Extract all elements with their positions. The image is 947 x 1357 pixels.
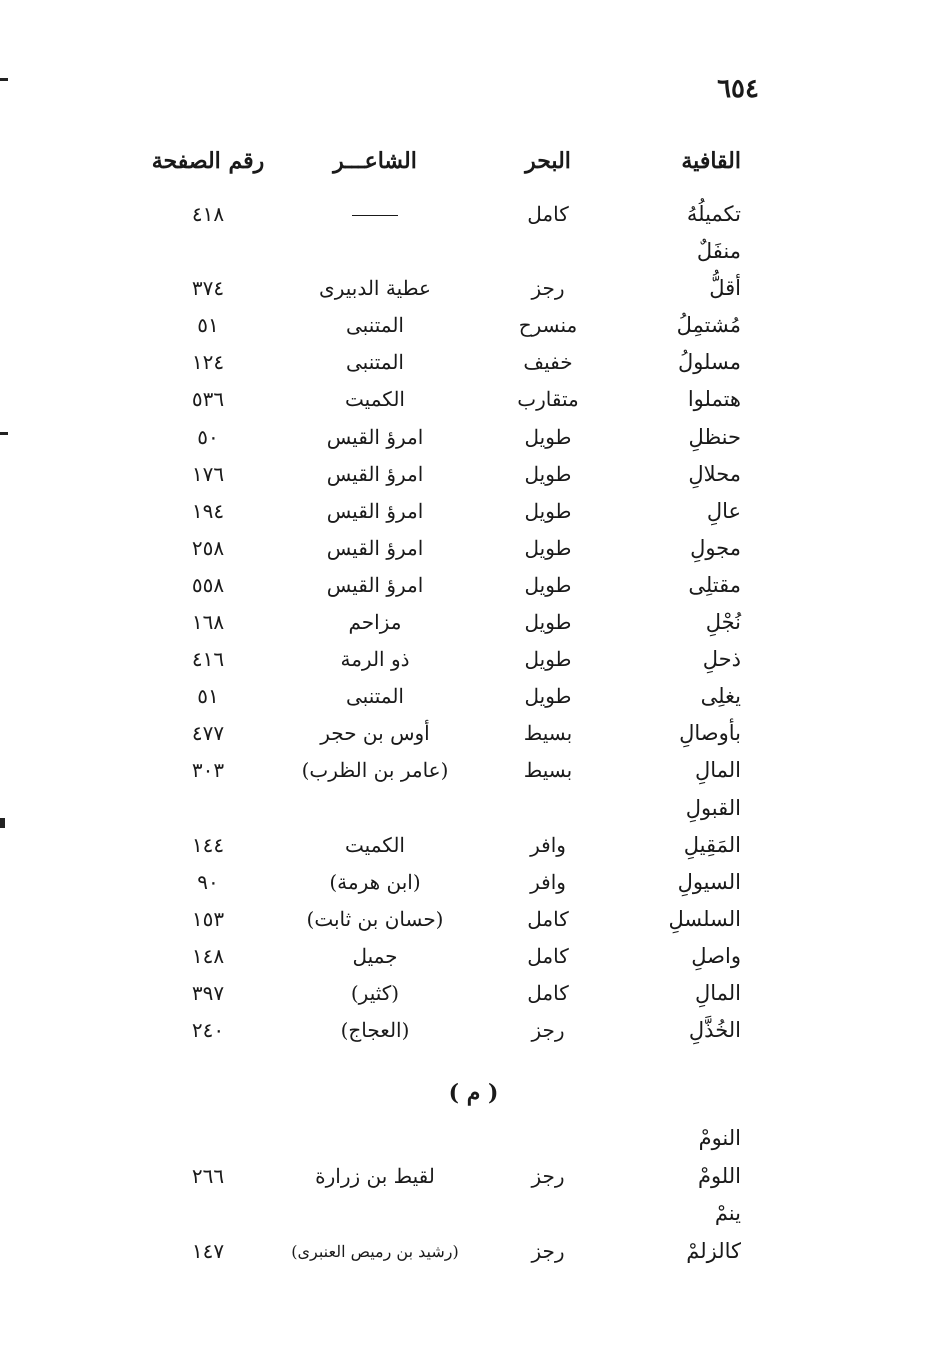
page-cell: ١٢٤ — [191, 350, 225, 375]
poet-cell: المتنبى — [346, 350, 404, 375]
table-row — [0, 604, 947, 641]
table-row — [0, 381, 947, 418]
margin-mark — [0, 78, 8, 81]
meter-cell: متقارب — [517, 387, 579, 412]
meter-cell: رجز — [531, 1018, 565, 1043]
poet-cell: (كثير) — [350, 980, 400, 1005]
rhyme-cell: ذحلِ — [702, 647, 741, 672]
meter-cell: طويل — [524, 424, 572, 449]
rhyme-cell: اللومْ — [697, 1163, 741, 1188]
meter-cell: بسيط — [523, 758, 573, 783]
poet-cell: الكميت — [345, 387, 405, 412]
meter-cell: بسيط — [523, 721, 573, 746]
rhyme-cell: هتملوا — [687, 387, 741, 412]
page-cell: ٥٣٦ — [191, 387, 225, 412]
rhyme-table — [0, 196, 947, 1049]
table-row — [0, 233, 947, 270]
page-cell: ٣٩٧ — [191, 980, 225, 1005]
rhyme-cell: منفَلٌ — [696, 239, 741, 264]
table-row — [0, 530, 947, 567]
table-row — [0, 196, 947, 233]
rhyme-cell: القبولِ — [685, 795, 741, 820]
poet-cell: لقيط بن زرارة — [315, 1163, 435, 1188]
meter-cell: منسرح — [518, 313, 578, 338]
page-cell: ٩٠ — [197, 869, 219, 894]
page-cell: ١٤٨ — [191, 943, 225, 968]
page-cell: ١٦٨ — [191, 610, 225, 635]
rhyme-cell: محلالِ — [688, 461, 741, 486]
poet-cell: المتنبى — [346, 684, 404, 709]
meter-cell: كامل — [527, 202, 569, 226]
meter-cell: وافر — [530, 869, 566, 894]
table-row — [0, 678, 947, 715]
header-page: رقم الصفحة — [151, 148, 265, 174]
rhyme-cell: مقتلِى — [688, 572, 741, 597]
poet-cell: امرؤ القيس — [326, 424, 424, 449]
meter-cell: كامل — [527, 980, 569, 1005]
table-row — [0, 567, 947, 604]
page-cell: ٥٠ — [197, 424, 219, 449]
rhyme-cell: يغلِى — [700, 684, 741, 709]
meter-cell: طويل — [524, 572, 572, 597]
rhyme-cell: المالِ — [694, 758, 741, 783]
page-cell: ٤١٦ — [191, 647, 225, 672]
poet-cell: عطية الدبيرى — [319, 276, 431, 301]
rhyme-cell: مُشتمِلُ — [676, 313, 741, 338]
page-cell: ٢٤٠ — [191, 1018, 225, 1043]
page-cell: ١٧٦ — [191, 461, 225, 486]
rhyme-cell: السيولِ — [677, 869, 741, 894]
page-cell: ٤١٨ — [191, 202, 225, 226]
table-row — [0, 419, 947, 456]
meter-cell: طويل — [524, 610, 572, 635]
poet-cell: امرؤ القيس — [326, 461, 424, 486]
table-row — [0, 1120, 947, 1158]
table-row — [0, 827, 947, 864]
table-row — [0, 270, 947, 307]
table-row — [0, 1012, 947, 1049]
rhyme-cell: كالزلمْ — [686, 1238, 741, 1263]
rhyme-cell: المَقِيلِ — [683, 832, 741, 857]
table-header — [0, 148, 947, 188]
table-row — [0, 307, 947, 344]
poet-cell: (العجاج) — [340, 1018, 410, 1043]
header-poet: الشاعـــر — [333, 148, 417, 174]
poet-dash — [290, 196, 460, 233]
page-cell: ٣٧٤ — [191, 276, 225, 301]
page-cell: ١٤٤ — [191, 832, 225, 857]
poet-cell: (عامر بن الظرب) — [301, 758, 449, 783]
table-row — [0, 1233, 947, 1271]
page-cell: ٢٥٨ — [191, 535, 225, 560]
table-row — [0, 456, 947, 493]
rhyme-cell: المالِ — [694, 980, 741, 1005]
page-number: ٦٥٤ — [717, 74, 759, 104]
table-row — [0, 1158, 947, 1196]
poet-cell: (رشيد بن رميص العنبرى) — [291, 1241, 459, 1261]
poet-cell: امرؤ القيس — [326, 498, 424, 523]
page-cell: ٤٧٧ — [191, 721, 225, 746]
poet-cell: الكميت — [345, 832, 405, 857]
meter-cell: طويل — [524, 461, 572, 486]
page-cell: ١٤٧ — [191, 1238, 225, 1263]
page-cell: ١٥٣ — [191, 906, 225, 931]
rhyme-cell: النومْ — [698, 1126, 741, 1150]
table-row — [0, 790, 947, 827]
poet-cell: جميل — [352, 943, 398, 968]
poet-cell: ذو الرمة — [340, 647, 410, 672]
poet-cell: المتنبى — [346, 313, 404, 338]
page-cell: ١٩٤ — [191, 498, 225, 523]
table-row — [0, 641, 947, 678]
table-row — [0, 752, 947, 789]
rhyme-cell: بأوصالِ — [679, 721, 741, 746]
rhyme-cell: نُجْلِ — [705, 610, 741, 635]
meter-cell: طويل — [524, 684, 572, 709]
header-meter: البحر — [525, 148, 571, 174]
table-row — [0, 344, 947, 381]
meter-cell: رجز — [531, 1238, 565, 1263]
rhyme-cell: مسلولُ — [677, 350, 741, 375]
page-cell: ٥٥٨ — [191, 572, 225, 597]
meter-cell: كامل — [527, 943, 569, 968]
page-cell: ٥١ — [197, 684, 219, 709]
poet-cell: امرؤ القيس — [326, 572, 424, 597]
table-row — [0, 493, 947, 530]
page-cell: ٢٦٦ — [191, 1163, 225, 1188]
meter-cell: رجز — [531, 1163, 565, 1188]
meter-cell: رجز — [531, 276, 565, 301]
page-cell: ٥١ — [197, 313, 219, 338]
page-cell: ٣٠٣ — [191, 758, 225, 783]
rhyme-cell: الخُذَّلِ — [688, 1018, 741, 1043]
poet-cell: (حسان بن ثابت) — [306, 906, 444, 931]
rhyme-cell: واصلِ — [691, 943, 741, 968]
poet-cell: (ابن هرمة) — [329, 869, 421, 894]
table-row — [0, 864, 947, 901]
rhyme-cell: حنظلِ — [688, 424, 741, 449]
table-row — [0, 938, 947, 975]
poet-cell: أوس بن حجر — [320, 721, 430, 746]
table-row — [0, 901, 947, 938]
meter-cell: طويل — [524, 647, 572, 672]
meter-cell: كامل — [527, 906, 569, 931]
poet-cell: امرؤ القيس — [326, 535, 424, 560]
table-row — [0, 715, 947, 752]
rhyme-cell: عالِ — [706, 498, 741, 523]
rhyme-cell: ينمْ — [714, 1201, 741, 1225]
table-row — [0, 975, 947, 1012]
meter-cell: وافر — [530, 832, 566, 857]
rhyme-cell: مجولِ — [690, 535, 741, 560]
table-row — [0, 1195, 947, 1233]
poet-cell: مزاحم — [348, 610, 402, 635]
section-title: ( م ) — [448, 1080, 499, 1106]
meter-cell: طويل — [524, 535, 572, 560]
rhyme-cell: تكميلُهُ — [686, 202, 741, 226]
meter-cell: طويل — [524, 498, 572, 523]
rhyme-cell: السلسلِ — [668, 906, 741, 931]
rhyme-table-mim — [0, 1120, 947, 1270]
rhyme-cell: أقلُّ — [709, 276, 741, 301]
header-rhyme: القافية — [681, 148, 741, 174]
meter-cell: خفيف — [523, 350, 573, 375]
